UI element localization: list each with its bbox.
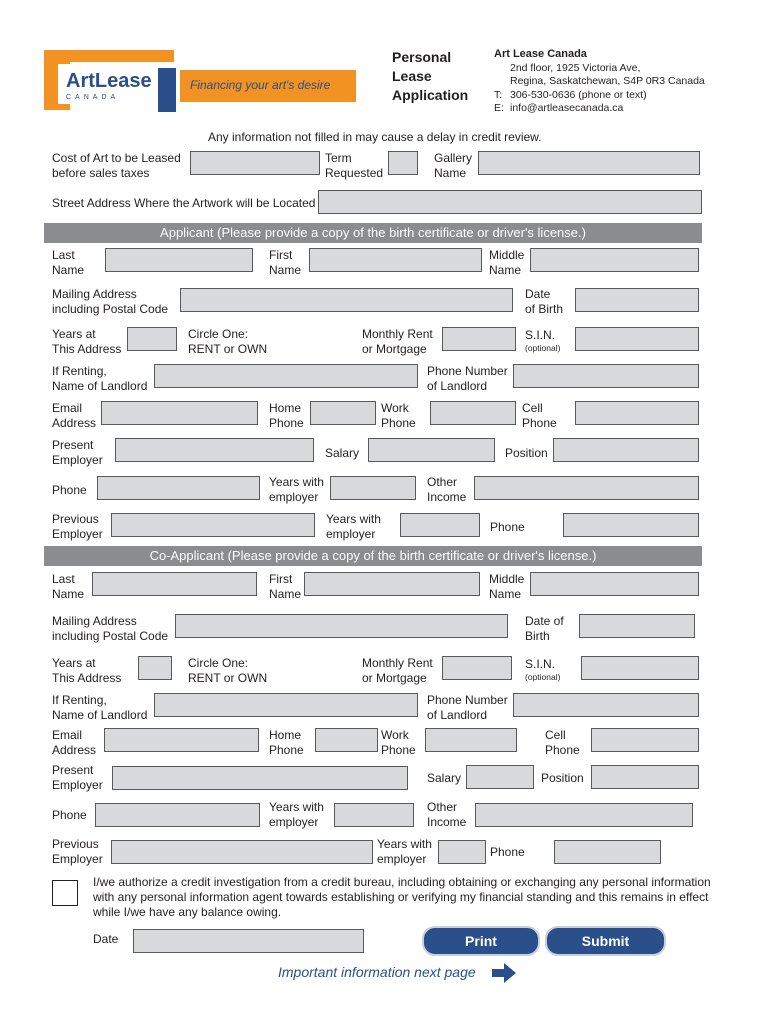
app-sin-label: S.I.N. xyxy=(525,328,556,342)
co-email-label: Email Address xyxy=(52,728,97,757)
cost-field[interactable] xyxy=(190,151,320,175)
co-home-label: Home Phone xyxy=(269,728,304,757)
app-years-at-label: Years at This Address xyxy=(52,327,122,356)
co-salary-label: Salary xyxy=(427,771,462,785)
app-landlord-field[interactable] xyxy=(154,364,418,388)
app-mailing-field[interactable] xyxy=(180,288,513,312)
arrow-right-icon[interactable] xyxy=(490,961,518,985)
app-email-field[interactable] xyxy=(101,401,258,425)
app-home-field[interactable] xyxy=(310,401,376,425)
co-landlord-label: If Renting, Name of Landlord xyxy=(52,693,148,722)
org-address2: Regina, Saskatchewan, S4P 0R3 Canada xyxy=(510,75,705,87)
app-position-label: Position xyxy=(505,446,548,460)
co-other-income-field[interactable] xyxy=(475,803,693,827)
app-last-field[interactable] xyxy=(105,248,253,272)
co-prev-years-field[interactable] xyxy=(438,840,486,864)
co-prev-employer-label: Previous Employer xyxy=(52,837,103,866)
app-years-emp-field[interactable] xyxy=(330,476,416,500)
co-circle-label: Circle One: RENT or OWN xyxy=(188,656,268,685)
co-employer-label: Present Employer xyxy=(52,763,103,792)
org-address1: 2nd floor, 1925 Victoria Ave, xyxy=(510,61,641,74)
co-landlord-field[interactable] xyxy=(154,693,418,717)
co-prev-phone-field[interactable] xyxy=(554,840,661,864)
logo-orange-block-top xyxy=(44,50,174,62)
submit-button[interactable]: Submit xyxy=(545,926,666,956)
co-landlord-phone-label: Phone Number of Landlord xyxy=(427,693,508,722)
app-circle-label: Circle One: RENT or OWN xyxy=(188,327,268,356)
co-monthly-label: Monthly Rent or Mortgage xyxy=(362,656,433,685)
org-email: info@artleasecanada.ca xyxy=(510,102,624,114)
app-salary-field[interactable] xyxy=(368,438,495,462)
app-work-field[interactable] xyxy=(430,401,516,425)
co-years-at-label: Years at This Address xyxy=(52,656,122,685)
app-sin-optional: (optional) xyxy=(525,343,561,353)
app-monthly-label: Monthly Rent or Mortgage xyxy=(362,327,433,356)
street-field[interactable] xyxy=(318,190,702,214)
co-work-label: Work Phone xyxy=(381,728,416,757)
app-first-field[interactable] xyxy=(309,248,482,272)
co-phone-label: Phone xyxy=(52,808,87,822)
app-mailing-label: Mailing Address including Postal Code xyxy=(52,287,169,316)
print-button[interactable]: Print xyxy=(422,926,540,956)
term-label: Term Requested xyxy=(325,151,384,180)
org-phone: 306-530-0636 (phone or text) xyxy=(510,88,647,101)
app-landlord-phone-label: Phone Number of Landlord xyxy=(427,364,508,393)
app-other-income-field[interactable] xyxy=(474,476,699,500)
co-work-field[interactable] xyxy=(425,728,517,752)
term-field[interactable] xyxy=(388,151,418,175)
page-title: Personal Lease Application xyxy=(392,49,469,103)
co-first-label: First Name xyxy=(269,572,302,601)
co-dob-label: Date of Birth xyxy=(525,614,564,643)
logo-tagline: Financing your art's desire xyxy=(190,78,331,92)
app-prev-years-label: Years with employer xyxy=(326,512,381,541)
co-sin-field[interactable] xyxy=(581,656,699,680)
co-landlord-phone-field[interactable] xyxy=(513,693,699,717)
date-label: Date xyxy=(93,932,119,946)
app-prev-employer-label: Previous Employer xyxy=(52,512,103,541)
co-phone-field[interactable] xyxy=(95,803,260,827)
gallery-field[interactable] xyxy=(478,151,700,175)
applicant-header: Applicant (Please provide a copy of the birth certificate or driver's license.) xyxy=(44,223,702,243)
app-phone-field[interactable] xyxy=(97,476,260,500)
app-employer-label: Present Employer xyxy=(52,438,103,467)
cost-label: Cost of Art to be Leased before sales taxes xyxy=(52,151,181,180)
co-years-emp-label: Years with employer xyxy=(269,800,324,829)
app-employer-field[interactable] xyxy=(115,438,314,462)
org-email-prefix: E: xyxy=(494,102,504,114)
app-phone-label: Phone xyxy=(52,483,87,497)
app-email-label: Email Address xyxy=(52,401,97,430)
app-last-label: Last Name xyxy=(52,248,85,277)
co-position-label: Position xyxy=(541,771,584,785)
co-mailing-field[interactable] xyxy=(175,614,508,638)
next-page-text: Important information next page xyxy=(278,964,476,980)
app-dob-field[interactable] xyxy=(575,288,699,312)
co-last-field[interactable] xyxy=(92,572,257,596)
app-first-label: First Name xyxy=(269,248,302,277)
app-prev-phone-field[interactable] xyxy=(563,513,699,537)
app-other-income-label: Other Income xyxy=(427,475,467,504)
co-salary-field[interactable] xyxy=(466,765,534,789)
co-cell-label: Cell Phone xyxy=(545,728,580,757)
co-years-emp-field[interactable] xyxy=(334,803,414,827)
date-field[interactable] xyxy=(133,929,364,953)
co-prev-phone-label: Phone xyxy=(490,845,525,859)
app-home-label: Home Phone xyxy=(269,401,304,430)
logo-brand: ArtLease xyxy=(66,70,152,92)
co-dob-field[interactable] xyxy=(579,614,695,638)
app-years-emp-label: Years with employer xyxy=(269,475,324,504)
org-phone-prefix: T: xyxy=(494,88,503,101)
app-prev-employer-field[interactable] xyxy=(111,513,315,537)
app-cell-field[interactable] xyxy=(575,401,699,425)
street-label: Street Address Where the Artwork will be Located xyxy=(52,196,316,210)
consent-checkbox[interactable] xyxy=(52,880,78,906)
org-phone-row xyxy=(494,89,705,103)
app-prev-phone-label: Phone xyxy=(490,520,525,534)
co-prev-employer-field[interactable] xyxy=(111,840,373,864)
co-years-at-field[interactable] xyxy=(138,656,172,680)
co-prev-years-label: Years with employer xyxy=(377,837,432,866)
co-home-field[interactable] xyxy=(315,728,378,752)
app-landlord-label: If Renting, Name of Landlord xyxy=(52,364,148,393)
co-middle-label: Middle Name xyxy=(489,572,525,601)
org-info xyxy=(494,48,705,116)
co-position-field[interactable] xyxy=(591,765,699,789)
app-prev-years-field[interactable] xyxy=(400,513,480,537)
co-other-income-label: Other Income xyxy=(427,800,467,829)
org-email-row xyxy=(494,102,705,116)
co-sin-optional: (optional) xyxy=(525,672,561,682)
app-salary-label: Salary xyxy=(325,446,360,460)
app-monthly-field[interactable] xyxy=(442,327,516,351)
logo-blue-block xyxy=(158,68,176,112)
co-cell-field[interactable] xyxy=(591,728,699,752)
app-middle-field[interactable] xyxy=(530,248,699,272)
app-work-label: Work Phone xyxy=(381,401,416,430)
coapplicant-header: Co-Applicant (Please provide a copy of the birth certificate or driver's license.) xyxy=(44,546,702,566)
app-dob-label: Date of Birth xyxy=(525,287,564,316)
app-position-field[interactable] xyxy=(553,438,699,462)
org-name: Art Lease Canada xyxy=(494,48,587,60)
co-monthly-field[interactable] xyxy=(442,656,512,680)
consent-text: I/we authorize a credit investigation from a credit bureau, including obtaining or exchanging any personal information with any personal information agent towards establishing or verifying my financial standing and this remains in effect while I/we have any balance owing. xyxy=(93,875,711,919)
co-last-label: Last Name xyxy=(52,572,85,601)
logo-country: CANADA xyxy=(66,94,120,101)
app-years-at-field[interactable] xyxy=(127,327,177,351)
app-sin-field[interactable] xyxy=(575,327,699,351)
app-landlord-phone-field[interactable] xyxy=(513,364,699,388)
co-middle-field[interactable] xyxy=(530,572,699,596)
co-employer-field[interactable] xyxy=(112,766,408,790)
notice: Any information not filled in may cause a delay in credit review. xyxy=(208,130,542,144)
co-sin-label: S.I.N. xyxy=(525,657,556,671)
app-middle-label: Middle Name xyxy=(489,248,525,277)
app-cell-label: Cell Phone xyxy=(522,401,557,430)
gallery-label: Gallery Name xyxy=(434,151,473,180)
co-mailing-label: Mailing Address including Postal Code xyxy=(52,614,169,643)
co-first-field[interactable] xyxy=(304,572,480,596)
co-email-field[interactable] xyxy=(104,728,259,752)
